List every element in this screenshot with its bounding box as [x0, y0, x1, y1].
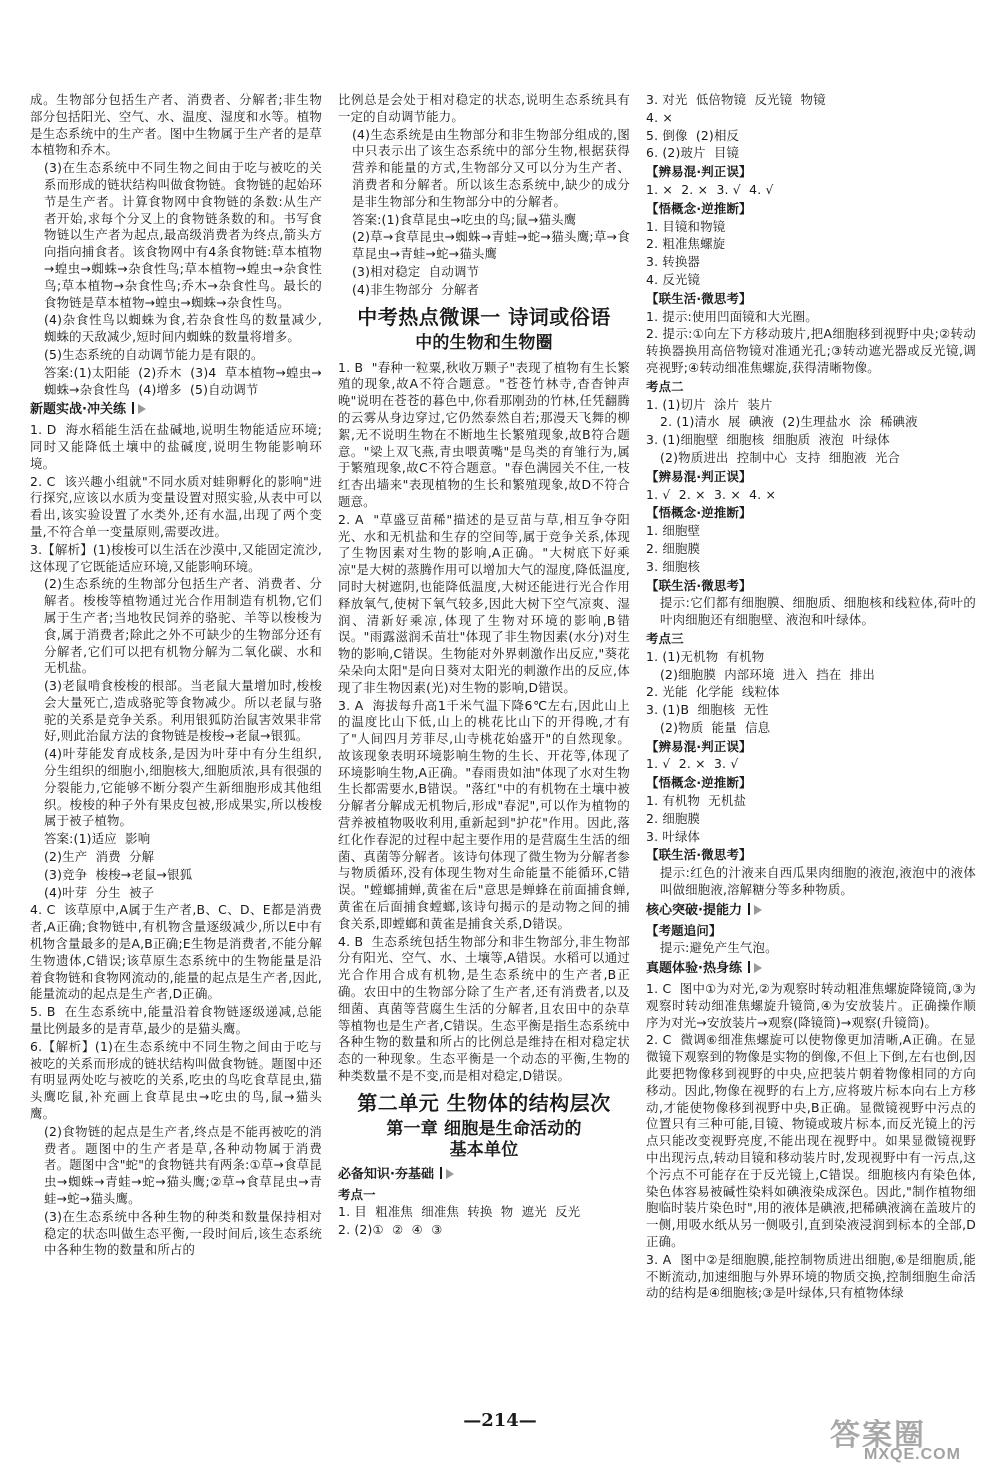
answer-paragraph: 1. 提示:使用凹面镜和大光圈。 — [646, 308, 818, 324]
section-heading-text: 必备知识·夯基础 — [338, 1166, 434, 1182]
answer-paragraph: 1. √ 2. × 3. √ — [646, 756, 739, 772]
answer-paragraph: 1. 目镜和物镜 — [646, 218, 726, 234]
answer-paragraph: 3. (1)细胞壁 细胞核 细胞质 液泡 叶绿体 — [646, 432, 890, 448]
answer-paragraph: 2. (1)清水 展 碘液 (2)生理盐水 涂 稀碘液 — [660, 414, 918, 430]
answer-paragraph: (3)在生态系统中各种生物的种类和数量保持相对稳定的状态叫做生态平衡,一段时间后,该生态系统中各种生物的数量和所占的 — [44, 1208, 322, 1258]
answer-paragraph: 2. C 该兴趣小组就"不同水质对蛙卵孵化的影响"进行探究,应该以水质为变量设置对照实验,从表中可以看出,该实验设置了水类外,还有水温,出现了两个变量,不符合单一变量原则,需要改进。 — [30, 473, 322, 539]
answer-paragraph: 4. 反光镜 — [646, 271, 701, 287]
answer-paragraph: 1. √ 2. × 3. × 4. × — [646, 486, 777, 502]
chapter-subtitle: 中的生物和生物圈 — [415, 332, 553, 353]
answer-paragraph: 2. C 微调⑥细准焦螺旋可以使物像更加清晰,A正确。在显微镜下观察到的物像是实物的倒像,不但上下倒,左右也倒,因此要把物像移到视野的中央,应把装片朝着物像相同的方向移动。因此,物像在视野的右上方,应将玻片标本向右上方移动,才能使物像移到视野中央,B正确。显微镜视野中污点的位置只有三种可能,目镜、物镜或玻片标本,而反光镜上的污点只能改变视野亮度,不能出现在视野中。如果显微镜视野中出现污点,转动目镜和移动装片时,发现视野中有一污点,这个污点不可能存在于反光镜上,C错误。细胞核内有染色体,染色体容易被碱性染料如碘液染成深色。因此,"制作植物细胞临时装片染色时",用的液体是碘液,把稀碘液滴在盖玻片的一侧,用吸水纸从另一侧吸引,直到染液浸润到标本的全部,D正确。 — [646, 1032, 976, 1249]
answer-paragraph: (2)细胞膜 内部环境 进入 挡在 排出 — [660, 666, 875, 682]
answer-paragraph: 1. D 海水稻能生活在盐碱地,说明生物能适应环境;同时又能降低土壤中的盐碱度,说明生物能影响环境。 — [30, 422, 322, 471]
subsection-label: 【联生活·微思考】 — [646, 290, 752, 306]
answer-paragraph: 5. B 在生态系统中,能量沿着食物链逐级递减,总能量比例最多的是青草,最少的是猫头鹰。 — [30, 1004, 322, 1037]
answer-paragraph: 3. (1)B 细胞核 无性 — [646, 702, 769, 718]
answer-paragraph: 2. (2)① ② ④ ③ — [338, 1222, 443, 1238]
answer-paragraph: 答案:(1)适应 影响 — [44, 831, 151, 847]
section-heading — [338, 1167, 630, 1184]
answer-paragraph: (2)生产 消费 分解 — [44, 849, 155, 865]
subsection-label: 考点三 — [646, 630, 684, 646]
chapter-subtitle: 第一章 细胞是生命活动的 基本单位 — [386, 1118, 582, 1160]
answer-paragraph: 3. 转换器 — [646, 254, 701, 270]
answer-paragraph: 2. 提示:①向左下方移动玻片,把A细胞移到视野中央;②转动转换器换用高倍物镜对准通光孔;③转动遮光器或反光镜,调亮视野;④转动细准焦螺旋,获得清晰物像。 — [646, 326, 976, 375]
answer-paragraph: (2)物质 能量 信息 — [660, 719, 771, 735]
subsection-label: 【辨易混·判正误】 — [646, 738, 752, 754]
answer-paragraph: 1. 有机物 无机盐 — [646, 793, 747, 809]
answer-paragraph: (4)生态系统是由生物部分和非生物部分组成的,图中只表示出了该生态系统中的部分生物,根据获得营养和能量的方式,生物部分又可以分为生产者、消费者和分解者。所以该生态系统中,缺少的成分是非生物部分和生物部分中的分解者。 — [352, 126, 630, 209]
answer-paragraph: (3)老鼠啃食梭梭的根部。当老鼠大量增加时,梭梭会大量死亡,造成骆驼等食物减少。所以老鼠与骆驼的关系是竞争关系。利用银狐防治鼠害效果非常好,则此治鼠方法的食物链是梭梭→老鼠→银狐。 — [44, 678, 322, 744]
section-heading-text: 真题体验·热身练 — [646, 961, 742, 977]
column-middle — [338, 92, 630, 1240]
answer-paragraph: (4)杂食性鸟以蜘蛛为食,若杂食性鸟的数量减少,蜘蛛的天敌减少,短时间内蜘蛛的数量将增多。 — [44, 312, 322, 345]
subsection-label: 【辨易混·判正误】 — [646, 468, 752, 484]
section-heading — [646, 903, 976, 920]
answer-paragraph: 3.【解析】(1)梭梭可以生活在沙漠中,又能固定流沙,这体现了它既能适应环境,又能影响环境。 — [30, 541, 322, 574]
subsection-label: 【考题追问】 — [646, 922, 722, 938]
answer-paragraph: 答案:(1)食草昆虫→吃虫的鸟;鼠→猫头鹰 — [352, 211, 577, 227]
answer-paragraph: 2. 光能 化学能 线粒体 — [646, 684, 780, 700]
arrow-right-icon — [138, 404, 146, 414]
answer-paragraph: 1. C 图中①为对光,②为观察时转动粗准焦螺旋降镜筒,③为观察时转动细准焦螺旋升镜筒,④为安放装片。正确操作顺序为对光→安放装片→观察(降镜筒)→观察(升镜筒)。 — [646, 981, 976, 1030]
arrow-right-icon — [754, 963, 762, 973]
answer-paragraph: (2)食物链的起点是生产者,终点是不能再被吃的消费者。题图中的生产者是草,各种动物属于消费者。题图中含"蛇"的食物链共有两条:①草→食草昆虫→蜘蛛→青蛙→蛇→猫头鹰;②草→食草昆虫→青蛙→蛇→猫头鹰。 — [44, 1123, 322, 1206]
divider-bar-icon — [132, 402, 134, 414]
answer-paragraph: (4)非生物部分 分解者 — [352, 281, 480, 297]
answer-paragraph: 1. (1)无机物 有机物 — [646, 648, 765, 664]
answer-paragraph: 比例总是会处于相对稳定的状态,说明生态系统具有一定的自动调节能力。 — [338, 92, 630, 124]
answer-paragraph: 4. × — [646, 109, 673, 125]
subsection-label: 【联生活·微思考】 — [646, 577, 752, 593]
answer-paragraph: (2)物质进出 控制中心 支持 细胞液 光合 — [660, 449, 901, 465]
answer-paragraph: (3)在生态系统中不同生物之间由于吃与被吃的关系而形成的链状结构叫做食物链。食物链的起始环节是生产者。计算食物网中食物链的条数:从生产者开始,求每个分叉上的食物链条数的和。书写食物链以生产者为起点,最高级消费者为终点,箭头方向指向捕食者。该食物网中有4条食物链:草本植物→蝗虫→蜘蛛→杂食性鸟;草本植物→蝗虫→杂食性鸟;草本植物→杂食性鸟;乔木→杂食性鸟。最长的食物链是草本植物→蝗虫→蜘蛛→杂食性鸟。 — [44, 160, 322, 310]
answer-paragraph: (2)生态系统的生物部分包括生产者、消费者、分解者。梭梭等植物通过光合作用制造有机物,它们属于生产者;当地牧民饲养的骆驼、羊等以梭梭为食,属于消费者;除此之外不可缺少的生物部分还有分解者,它们可以把有机物分解为二氧化碳、水和无机盐。 — [44, 576, 322, 676]
answer-paragraph: (4)叶芽能发育成枝条,是因为叶芽中有分生组织,分生组织的细胞小,细胞核大,细胞质浓,具有很强的分裂能力,它能够不断分裂产生新细胞形成其他组织。梭梭的种子外有果皮包被,形成果实,所以梭梭属于被子植物。 — [44, 746, 322, 829]
watermark-url-text: MXQE.COM — [864, 1446, 961, 1463]
answer-paragraph: 提示:它们都有细胞膜、细胞质、细胞核和线粒体,荷叶的叶肉细胞还有细胞壁、液泡和叶绿体。 — [660, 595, 976, 628]
subsection-label: 【悟概念·逆推断】 — [646, 775, 752, 791]
answer-paragraph: 6. (2)玻片 目镜 — [646, 145, 740, 161]
answer-paragraph: (4)叶芽 分生 被子 — [44, 884, 155, 900]
answer-paragraph: 2. 细胞膜 — [646, 810, 701, 826]
subsection-label: 【辨易混·判正误】 — [646, 164, 752, 180]
answer-paragraph: 提示:红色的汁液来自西瓜果肉细胞的液泡,液泡中的液体叫做细胞液,溶解糖分等多种物质。 — [660, 865, 976, 898]
subsection-label: 【悟概念·逆推断】 — [646, 200, 752, 216]
answer-paragraph: 提示:避免产生气泡。 — [660, 940, 778, 956]
divider-bar-icon — [748, 961, 750, 973]
answer-paragraph: 1. 目 粗准焦 细准焦 转换 物 遮光 反光 — [338, 1204, 581, 1220]
watermark-main-text: 答案圈 — [830, 1419, 926, 1452]
answer-paragraph: 1. 细胞壁 — [646, 523, 701, 539]
subsection-label: 【悟概念·逆推断】 — [646, 505, 752, 521]
divider-bar-icon — [440, 1167, 442, 1179]
divider-bar-icon — [748, 903, 750, 915]
arrow-right-icon — [446, 1169, 454, 1179]
answer-paragraph: 3. A 图中②是细胞膜,能控制物质进出细胞,⑥是细胞质,能不断流动,加速细胞与外界环境的物质交换,控制细胞生命活动的结构是④细胞核;③是叶绿体,只有植物体绿 — [646, 1251, 976, 1301]
answer-paragraph: 4. B 生态系统包括生物部分和非生物部分,非生物部分有阳光、空气、水、土壤等,A错误。水稻可以通过光合作用合成有机物,是生态系统中的生产者,B正确。农田中的生物部分除了生产者,还有消费者,以及细菌、真菌等营腐生生活的分解者,且农田中的杂草等植物也是生产者,C错误。生态平衡是指生态系统中各种生物的数量和所占的比例总是维持在相对稳定状态的一种现象。生态平衡是一个动态的平衡,生物的种类数量不是不变,而是相对稳定,D错误。 — [338, 933, 630, 1084]
answer-paragraph: 1. × 2. × 3. √ 4. √ — [646, 181, 774, 197]
arrow-right-icon — [754, 905, 762, 915]
page-number: —214— — [463, 1410, 537, 1431]
subsection-label: 考点二 — [646, 378, 684, 394]
answer-paragraph: 3. 叶绿体 — [646, 828, 701, 844]
column-left — [30, 92, 322, 1260]
answer-paragraph: 2. 粗准焦螺旋 — [646, 236, 726, 252]
answer-paragraph: 2. A "草盛豆苗稀"描述的是豆苗与草,相互争夺阳光、水和无机盐和生存的空间等,属于竞争关系,体现了生物因素对生物的影响,A正确。"大树底下好乘凉"是大树的蒸腾作用可以增加大气的湿度,降低温度,同时大树遮阴,也能降低温度,大树还能进行光合作用释放氧气,使树下氧气较多,因此大树下空气凉爽、湿润、清新好乘凉,体现了生物对环境的影响,B错误。"雨露滋润禾苗壮"体现了非生物因素(水分)对生物的影响,C错误。生物能对外界刺激作出反应,"葵花朵朵向太阳"是向日葵对太阳光的刺激作出的反应,体现了非生物因素(光)对生物的影响,D错误。 — [338, 511, 630, 695]
section-heading — [646, 961, 976, 978]
answer-paragraph: 3. 细胞核 — [646, 558, 701, 574]
answer-paragraph: (3)竞争 梭梭→老鼠→银狐 — [44, 866, 193, 882]
answer-paragraph: 2. 细胞膜 — [646, 540, 701, 556]
answer-paragraph: 3. A 海拔每升高1千米气温下降6℃左右,因此山上的温度比山下低,山上的桃花比山下的开得晚,才有了"人间四月芳菲尽,山寺桃花始盛开"的自然现象。故该现象表明环境影响生物的生长、开花等,体现了环境影响生物,A正确。"春雨贵如油"体现了水对生物生长都需要水,B错误。"落红"中的有机物在土壤中被分解者分解成无机物后,形成"春泥",可以作为植物的营养被植物吸收利用,重新起到"护花"作用。因此,落红化作春泥的过程中起主要作用的是营腐生生活的细菌、真菌等分解者。该诗句体现了微生物为分解者参与物质循环,没有体现生物对生命能量不能循环,C错误。"螳螂捕蝉,黄雀在后"意思是蝉蜂在前面捕食蝉,黄雀在后面捕食螳螂,该诗句揭示的是动物之间的捕食关系,即螳螂和黄雀是捕食关系,D错误。 — [338, 697, 630, 931]
subsection-label: 考点一 — [338, 1186, 376, 1202]
answer-paragraph: 6.【解析】(1)在生态系统中不同生物之间由于吃与被吃的关系而形成的链状结构叫做食物链。题图中还有明显两处吃与被吃的关系,吃虫的鸟吃食草昆虫,猫头鹰吃鼠,补充画上食草昆虫→吃虫的鸟,鼠→猫头鹰。 — [30, 1038, 322, 1122]
answer-paragraph: 成。生物部分包括生产者、消费者、分解者;非生物部分包括阳光、空气、水、温度、湿度和水等。植物是生态系统中的生产者。图中生物属于生产者的是草本植物和乔木。 — [30, 92, 322, 158]
answer-paragraph: (5)生态系统的自动调节能力是有限的。 — [44, 346, 264, 362]
watermark-logo — [830, 1410, 980, 1466]
answer-paragraph: 答案:(1)太阳能 (2)乔木 (3)4 草本植物→蝗虫→蜘蛛→杂食性鸟 (4)增多 (5)自动调节 — [44, 364, 322, 397]
answer-paragraph: 4. C 该草原中,A属于生产者,B、C、D、E都是消费者,A正确;食物链中,有机物含量逐级减少,所以E中有机物含量最多的是A,B正确;E生物是消费者,不能分解生物遗体,C错误;该草原生态系统中的生物能量是沿着食物链和食物网流动的,能量的起点是生产者,因此,能量流动的起点是生产者,D正确。 — [30, 902, 322, 1002]
answer-paragraph: 1. B "春种一粒粟,秋收万颗子"表现了植物有生长繁殖的现象,故A不符合题意。"苍苍竹林寺,杳杳钟声晚"说明在苍苍的暮色中,你看那刚劲的竹林,任凭翻腾的云雾从身边穿过,它仍然泰然自若;那漫天飞舞的柳絮,无不说明生物在不断地生长繁殖现象,故B符合题意。"梁上双飞燕,青虫喂黄嘴"是鸟类的育雏行为,属于繁殖现象,故C不符合题意。"春色满园关不住,一枝红杏出墙来"表现植物的生长和繁殖现象,故D不符合题意。 — [338, 359, 630, 509]
answer-paragraph: (3)相对稳定 自动调节 — [352, 263, 480, 279]
section-heading — [30, 402, 322, 419]
section-heading-text: 核心突破·提能力 — [646, 902, 742, 918]
answer-paragraph: 1. (1)切片 涂片 装片 — [646, 396, 773, 412]
chapter-title: 第二单元 生物体的结构层次 — [357, 1090, 611, 1115]
chapter-title: 中考热点微课一 诗词或俗语 — [357, 304, 611, 329]
answer-paragraph: 5. 倒像 (2)相反 — [646, 127, 740, 143]
subsection-label: 【联生活·微思考】 — [646, 847, 752, 863]
answer-paragraph: (2)草→食草昆虫→蜘蛛→青蛙→蛇→猫头鹰;草→食草昆虫→青蛙→蛇→猫头鹰 — [352, 229, 630, 262]
answer-paragraph: 3. 对光 低倍物镜 反光镜 物镜 — [646, 92, 826, 107]
section-heading-text: 新题实战·冲关练 — [30, 402, 126, 418]
column-right — [646, 92, 976, 1303]
